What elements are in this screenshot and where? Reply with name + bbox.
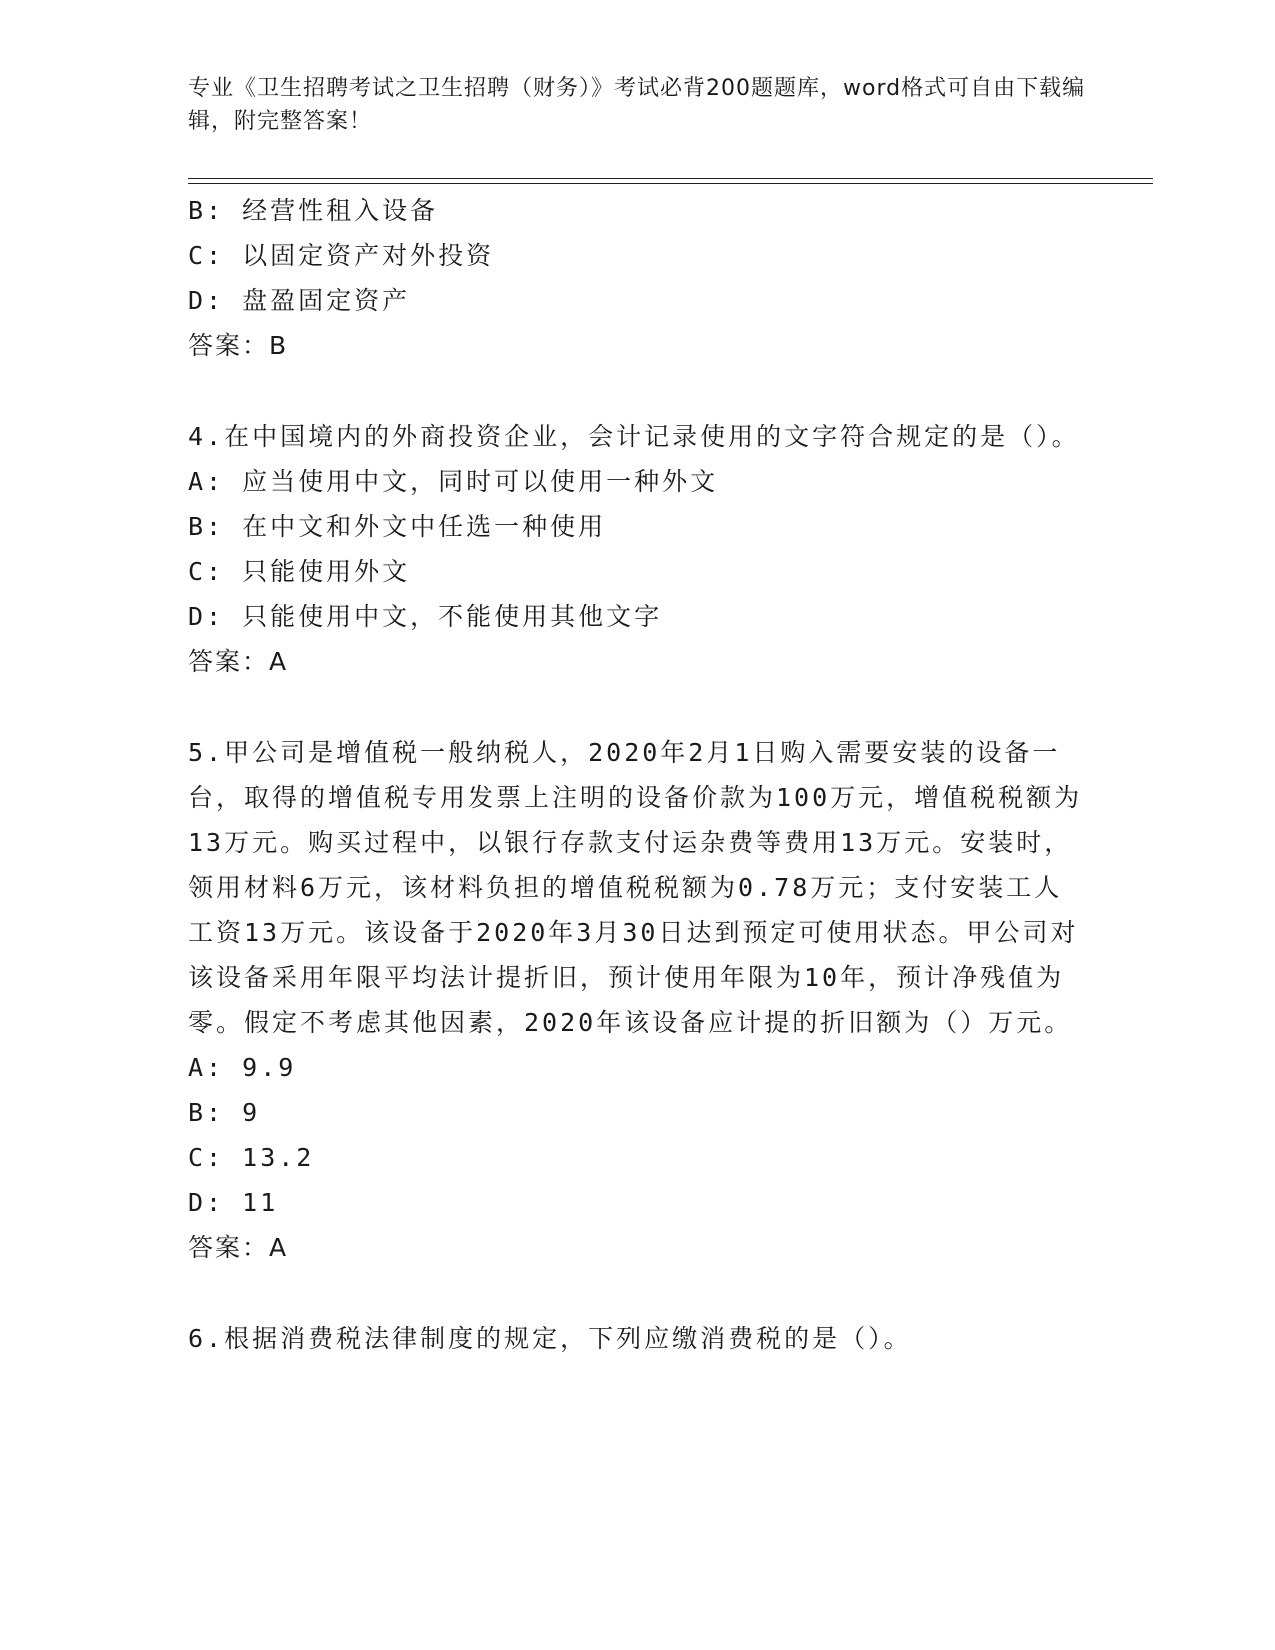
document-header: 专业《卫生招聘考试之卫生招聘（财务）》考试必背200题题库，word格式可自由下载编辑，附完整答案！ [188,76,1086,134]
header-rule-top [188,178,1153,179]
option-a: A: 应当使用中文，同时可以使用一种外文 [188,467,719,496]
option-d: D: 盘盈固定资产 [188,286,411,315]
answer-line: 答案：A [188,647,289,676]
question-gap [188,684,1088,730]
option-c: C: 13.2 [188,1143,315,1172]
question-stem-6: 6.根据消费税法律制度的规定，下列应缴消费税的是（）。 [188,1324,912,1353]
option-b: B: 在中文和外文中任选一种使用 [188,512,607,541]
option-c: C: 只能使用外文 [188,557,411,586]
question-gap [188,1270,1088,1316]
answer-line: 答案：B [188,331,289,360]
header-rule-bottom [188,183,1153,184]
option-d: D: 只能使用中文，不能使用其他文字 [188,602,663,631]
option-b: B: 经营性租入设备 [188,196,439,225]
question-stem-5: 5.甲公司是增值税一般纳税人，2020年2月1日购入需要安装的设备一台，取得的增值税专用发票上注明的设备价款为100万元，增值税税额为13万元。购买过程中，以银行存款支付运杂费等费用13万元。安装时，领用材料6万元，该材料负担的增值税税额为0.78万元；支付安装工人工资13万元。该设备于2020年3月30日达到预定可使用状态。甲公司对该设备采用年限平均法计提折旧，预计使用年限为10年，预计净残值为零。假定不考虑其他因素，2020年该设备应计提的折旧额为（）万元。 [188,738,1083,1037]
option-b: B: 9 [188,1098,261,1127]
option-a: A: 9.9 [188,1053,297,1082]
question-gap [188,368,1088,414]
question-stem-4: 4.在中国境内的外商投资企业，会计记录使用的文字符合规定的是（）。 [188,422,1080,451]
option-d: D: 11 [188,1188,279,1217]
answer-line: 答案：A [188,1233,289,1262]
option-c: C: 以固定资产对外投资 [188,241,495,270]
question-content [188,188,1088,1361]
